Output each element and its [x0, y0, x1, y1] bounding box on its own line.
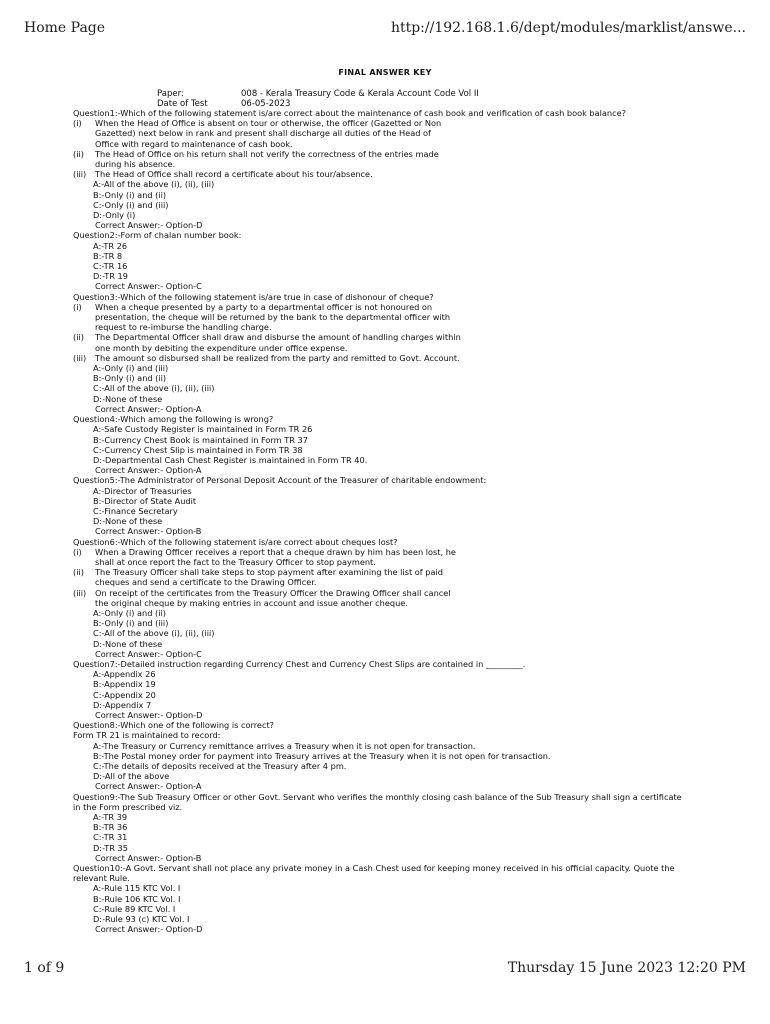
answer-option: B:-TR 8: [93, 250, 123, 261]
question-block: [73, 792, 693, 863]
answer-option: B:-Only (i) and (iii): [93, 618, 169, 629]
correct-answer: Correct Answer:- Option-B: [95, 526, 202, 537]
statement: [73, 302, 693, 333]
statement-line: The amount so disbursed shall be realized from the party and remitted to Govt. Account.: [95, 352, 460, 363]
statement-line: shall at once report the fact to the Treasury Officer to stop payment.: [95, 556, 376, 567]
question-text: Question5:-The Administrator of Personal Deposit Account of the Treasurer of charitable endowment:: [73, 475, 487, 486]
answer-option: A:-Safe Custody Register is maintained in Form TR 26: [93, 424, 313, 435]
correct-answer: Correct Answer:- Option-A: [95, 465, 202, 476]
header-home-page-link[interactable]: Home Page: [24, 20, 106, 36]
answer-option: D:-None of these: [93, 393, 163, 404]
statement-line: The Departmental Officer shall draw and disburse the amount of handling charges within: [95, 332, 461, 343]
answer-option: D:-TR 35: [93, 842, 128, 853]
answer-option: B:-Director of State Audit: [93, 495, 197, 506]
statement: [73, 169, 693, 179]
answer-option: C:-Only (i) and (iii): [93, 199, 169, 210]
statement-line: during his absence.: [95, 159, 176, 170]
answer-option: A:-Only (i) and (iii): [93, 363, 169, 374]
answer-option: C:-The details of deposits received at the Treasury after 4 pm.: [93, 761, 347, 771]
statement-line: request to re-imburse the handling charge.: [95, 322, 272, 333]
statement: [73, 353, 693, 363]
question-text: Question10:-A Govt. Servant shall not place any private money in a Cash Chest used for keeping money received in his official capacity. Quote the: [73, 863, 675, 874]
paper-value: 008 - Kerala Treasury Code & Kerala Account Code Vol II: [241, 89, 479, 99]
header-url: http://192.168.1.6/dept/modules/marklist/answe...: [390, 20, 746, 36]
statement-line: presentation, the cheque will be returned by the bank to the departmental officer with: [95, 312, 451, 323]
answer-option: B:-The Postal money order for payment into Treasury arrives at the Treasury when it is not open for transaction.: [93, 750, 551, 761]
question-block: [73, 659, 693, 720]
statement-number: (i): [73, 546, 82, 557]
statement-line: cheques and send a certificate to the Drawing Officer.: [95, 577, 317, 588]
answer-option: A:-Rule 115 KTC Vol. I: [93, 883, 181, 894]
statement-line: On receipt of the certificates from the Treasury Officer the Drawing Officer shall cancel: [95, 587, 451, 598]
answer-option: C:-TR 31: [93, 832, 128, 843]
answer-option: D:-All of the above: [93, 771, 170, 782]
question-block: [73, 720, 693, 791]
statement: [73, 149, 693, 169]
answer-option: B:-TR 36: [93, 822, 128, 833]
statement-line: the original cheque by making entries in account and issue another cheque.: [95, 597, 408, 608]
answer-option: B:-Currency Chest Book is maintained in Form TR 37: [93, 434, 308, 445]
answer-option: C:-Appendix 20: [93, 689, 156, 700]
statement-line: Gazetted) next below in rank and present shall discharge all duties of the Head of: [95, 128, 431, 139]
answer-option: D:-Rule 93 (c) KTC Vol. I: [93, 914, 190, 925]
correct-answer: Correct Answer:- Option-C: [95, 648, 202, 659]
question-text: Question9:-The Sub Treasury Officer or other Govt. Servant who verifies the monthly closing cash balance of the Sub Treasury shall sign a certificate: [73, 791, 682, 802]
page-count: 1 of 9: [24, 960, 65, 976]
statement-line: Office with regard to maintenance of cash book.: [95, 138, 293, 149]
answer-option: C:-All of the above (i), (ii), (iii): [93, 628, 215, 639]
statement-number: (i): [73, 118, 82, 129]
print-timestamp: Thursday 15 June 2023 12:20 PM: [507, 960, 746, 976]
answer-option: A:-Appendix 26: [93, 669, 156, 680]
questions-list: [73, 108, 693, 934]
answer-option: D:-Only (i): [93, 210, 136, 221]
correct-answer: Correct Answer:- Option-A: [95, 781, 202, 792]
question-text: Question8:-Which one of the following is correct?: [73, 720, 275, 731]
statement-line: The Head of Office shall record a certificate about his tour/absence.: [95, 169, 373, 180]
statement: [73, 567, 693, 587]
question-block: [73, 108, 693, 230]
answer-option: B:-Appendix 19: [93, 679, 156, 690]
answer-option: B:-Rule 106 KTC Vol. I: [93, 893, 181, 904]
question-block: [73, 475, 693, 536]
question-block: [73, 863, 693, 934]
answer-option: C:-TR 16: [93, 261, 128, 272]
statement: [73, 547, 693, 567]
answer-option: D:-None of these: [93, 638, 163, 649]
statement-number: (ii): [73, 148, 84, 159]
date-label: Date of Test: [157, 99, 208, 109]
statement-number: (iii): [73, 587, 87, 598]
question-text: Question6:-Which of the following statement is/are correct about cheques lost?: [73, 536, 398, 547]
question-block: [73, 414, 693, 475]
answer-option: A:-TR 39: [93, 812, 128, 823]
question-block: [73, 537, 693, 659]
question-text: Question7:-Detailed instruction regarding Currency Chest and Currency Chest Slips are contained in _________.: [73, 658, 526, 669]
statement-line: The Treasury Officer shall take steps to stop payment after examining the list of paid: [95, 567, 443, 578]
statement: [73, 588, 693, 608]
answer-option: A:-TR 26: [93, 240, 128, 251]
answer-option: B:-Only (i) and (ii): [93, 373, 167, 384]
statement-number: (ii): [73, 332, 84, 343]
answer-option: A:-The Treasury or Currency remittance arrives a Treasury when it is not open for transaction.: [93, 740, 476, 751]
correct-answer: Correct Answer:- Option-B: [95, 852, 202, 863]
answer-option: A:-All of the above (i), (ii), (iii): [93, 179, 215, 190]
question-continuation: Form TR 21 is maintained to record:: [73, 730, 221, 741]
statement: [73, 118, 693, 149]
question-continuation: in the Form prescribed viz.: [73, 801, 183, 812]
question-text: Question2:-Form of chalan number book:: [73, 230, 242, 241]
statement-line: one month by debiting the expenditure under office expense.: [95, 342, 348, 353]
statement-line: When a cheque presented by a party to a departmental officer is not honoured on: [95, 301, 433, 312]
correct-answer: Correct Answer:- Option-D: [95, 220, 203, 231]
correct-answer: Correct Answer:- Option-C: [95, 281, 202, 292]
question-block: [73, 230, 693, 291]
statement: [73, 332, 693, 352]
paper-label: Paper:: [157, 89, 184, 99]
answer-option: C:-Finance Secretary: [93, 505, 178, 516]
answer-option: A:-Director of Treasuries: [93, 485, 192, 496]
answer-option: D:-Appendix 7: [93, 699, 152, 710]
date-value: 06-05-2023: [241, 99, 291, 109]
answer-option: C:-Currency Chest Slip is maintained in Form TR 38: [93, 444, 303, 455]
document-title: FINAL ANSWER KEY: [338, 68, 432, 77]
statement-line: When a Drawing Officer receives a report that a cheque drawn by him has been lost, he: [95, 546, 456, 557]
question-text: Question3:-Which of the following statement is/are true in case of dishonour of cheque?: [73, 291, 434, 302]
answer-option: C:-Rule 89 KTC Vol. I: [93, 903, 176, 914]
question-block: [73, 292, 693, 414]
statement-line: When the Head of Office is absent on tour or otherwise, the officer (Gazetted or Non: [95, 118, 442, 129]
question-continuation: relevant Rule.: [73, 873, 130, 884]
answer-option: C:-All of the above (i), (ii), (iii): [93, 383, 215, 394]
answer-option: D:-None of these: [93, 516, 163, 527]
answer-option: A:-Only (i) and (ii): [93, 607, 166, 618]
statement-number: (i): [73, 301, 82, 312]
statement-number: (iii): [73, 352, 87, 363]
statement-number: (ii): [73, 567, 84, 578]
correct-answer: Correct Answer:- Option-A: [95, 403, 202, 414]
answer-option: B:-Only (i) and (ii): [93, 189, 167, 200]
statement-line: The Head of Office on his return shall not verify the correctness of the entries made: [95, 148, 439, 159]
question-text: Question4:-Which among the following is wrong?: [73, 414, 274, 425]
answer-option: D:-TR 19: [93, 271, 128, 282]
paper-row: [157, 89, 479, 99]
correct-answer: Correct Answer:- Option-D: [95, 924, 203, 935]
answer-option: D:-Departmental Cash Chest Register is maintained in Form TR 40.: [93, 454, 368, 465]
statement-number: (iii): [73, 169, 87, 180]
question-text: Question1:-Which of the following statement is/are correct about the maintenance of cash book and verification of cash book balance?: [73, 108, 627, 118]
correct-answer: Correct Answer:- Option-D: [95, 709, 203, 720]
